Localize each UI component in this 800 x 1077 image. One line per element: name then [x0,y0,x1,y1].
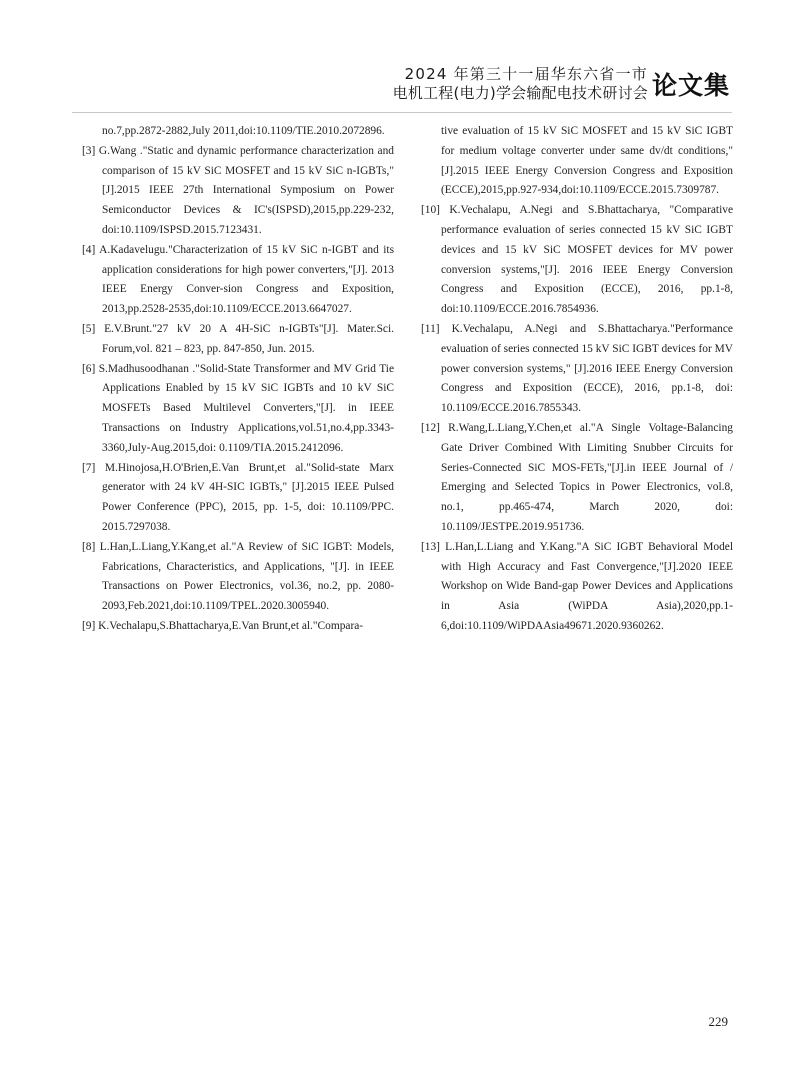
header-divider [72,112,732,113]
reference-entry: [10] K.Vechalapu, A.Negi and S.Bhattacharya, "Comparative performance evaluation of series connected 15 kV SiC IGBT devices and 15 kV SiC MOSFET devices for MV power conversion systems,"[J]. 2016 IEEE Energy Conversion Congress and Exposition (ECCE), 2016, pp.1-8, doi:10.1109/ECCE.2016.7854936. [421,204,733,316]
reference-entry: [12] R.Wang,L.Liang,Y.Chen,et al."A Single Voltage-Balancing Gate Driver Combined With Limiting Snubber Circuits for Series-Connected SiC MOS-FETs,"[J].in IEEE Journal of / Emerging and Selected Topics in Power Electronics, vol.8, no.1, pp.465-474, March 2020, doi: 10.1109/JESTPE.2019.951736. [421,421,733,533]
conference-title [393,65,648,103]
reference-entry: [4] A.Kadavelugu."Characterization of 15 kV SiC n-IGBT and its application considerations for high power converters,"[J]. 2013 IEEE Energy Conver-sion Congress and Exposition, 2013,pp.2528-2535,doi:10.1109/ECCE.2013.6647027. [82,243,394,316]
reference-entry: [11] K.Vechalapu, A.Negi and S.Bhattacharya."Performance evaluation of series connected 15 kV SiC IGBT devices for MV power conversion systems," [J].2016 IEEE Energy Conversion Congress and Exposition (ECCE), 2016, pp.1-8, doi: 10.1109/ECCE.2016.7855343. [421,322,733,415]
conference-title-line-2: 电机工程(电力)学会输配电技术研讨会 [392,84,648,102]
reference-entry: [7] M.Hinojosa,H.O'Brien,E.Van Brunt,et al."Solid-state Marx generator with 24 kV 4H-SIC IGBTs," [J].2015 IEEE Pulsed Power Conference (PPC), 2015, pp. 1-5, doi: 10.1109/PPC. 2015.7297038. [82,461,394,533]
reference-entry: [5] E.V.Brunt."27 kV 20 A 4H-SiC n-IGBTs"[J]. Mater.Sci. Forum,vol. 821 – 823, pp. 847-850, Jun. 2015. [82,322,394,355]
reference-continuation: tive evaluation of 15 kV SiC MOSFET and 15 kV SiC IGBT for medium voltage converter under same dv/dt conditions," [J].2015 IEEE Energy Conversion Congress and Exposition (ECCE),2015,pp.927-934,doi:10.1109/ECCE.2015.7309787. [441,125,733,197]
reference-column-right [421,122,733,637]
reference-entry: [9] K.Vechalapu,S.Bhattacharya,E.Van Brunt,et al."Compara- [82,619,364,632]
reference-entry: [3] G.Wang ."Static and dynamic performance characterization and comparison of 15 kV SiC MOSFET and 15 kV SiC n-IGBTs,"[J].2015 IEEE 27th International Symposium on Power Semiconductor Devices & IC's(ISPSD),2015,pp.229-232, doi:10.1109/ISPSD.2015.7123431. [82,144,394,236]
reference-column-left [82,122,394,637]
conference-title-line-1: 2024 年第三十一届华东六省一市 [404,65,648,83]
reference-entry: [13] L.Han,L.Liang and Y.Kang."A SiC IGBT Behavioral Model with High Accuracy and Fast Convergence,"[J].2020 IEEE Workshop on Wide Band-gap Power Devices and Applications in Asia (WiPDA Asia),2020,pp.1-6,doi:10.1109/WiPDAAsia49671.2020.9360262. [421,540,733,632]
proceedings-label: 论文集 [651,71,730,100]
reference-entry: [8] L.Han,L.Liang,Y.Kang,et al."A Review of SiC IGBT: Models, Fabrications, Characteristics, and Applications, "[J]. in IEEE Transactions on Power Electronics, vol.36, no.2, pp. 2080-2093,Feb.2021,doi:10.1109/TPEL.2020.3005940. [82,540,394,613]
page-number: 229 [708,1014,728,1029]
running-header [393,64,730,104]
reference-entry: [6] S.Madhusoodhanan ."Solid-State Transformer and MV Grid Tie Applications Enabled by 15 kV SiC IGBTs and 10 kV SiC MOSFETs Based Multilevel Converters,"[J]. in IEEE Transactions on Industry Applications,vol.51,no.4,pp.3343-3360,July-Aug.2015,doi: 0.1109/TIA.2015.2412096. [82,362,394,454]
reference-continuation: no.7,pp.2872-2882,July 2011,doi:10.1109/TIE.2010.2072896. [102,125,385,137]
